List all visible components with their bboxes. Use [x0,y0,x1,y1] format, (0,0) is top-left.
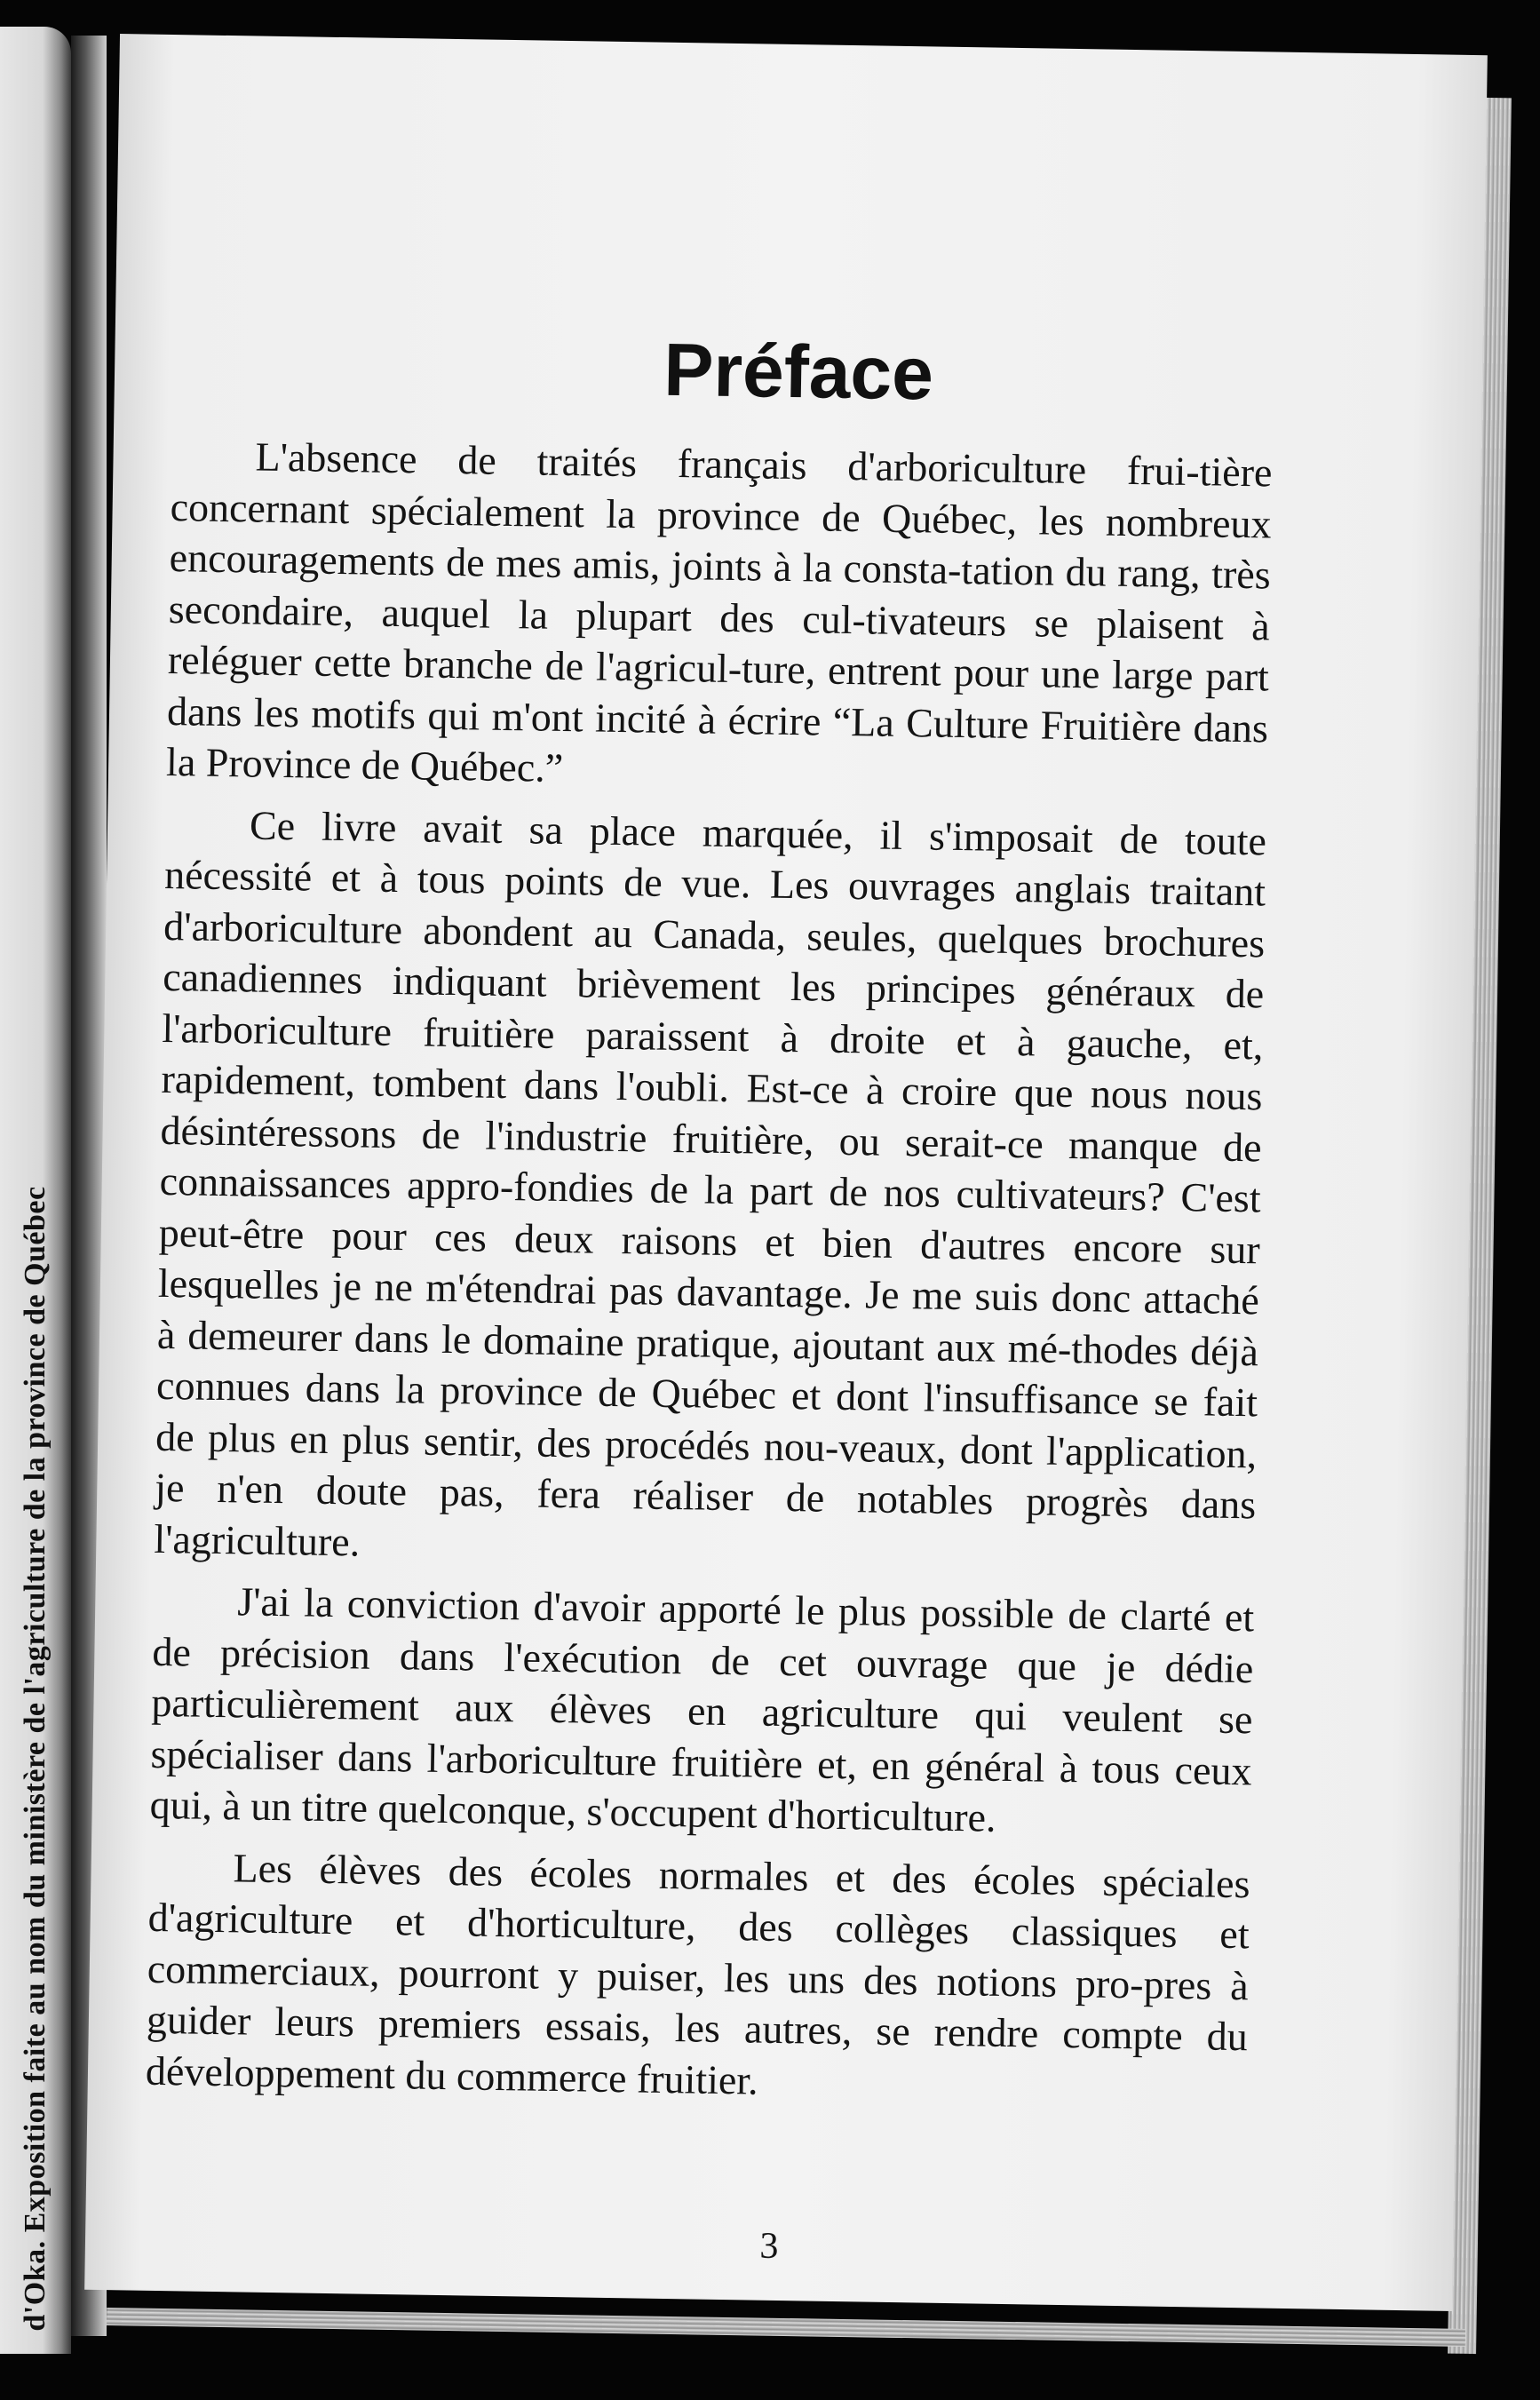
paragraph: J'ai la conviction d'avoir apporté le plus possible de clarté et de précision dans l'exécution de cet ouvrage que je dédie particulièrement aux élèves en agriculture qui veulent se spécialiser dans l'arboriculture fruitière et, en général à tous ceux qui, à un titre quelconque, s'occupent d'horticulture. [149,1578,1255,1840]
paragraph: L'absence de traités français d'arboriculture frui-tière concernant spécialement la province de Québec, les nombreux encouragements de mes amis, joints à la consta-tation du rang, très secondaire, auquel la plupart des cul-tivateurs se plaisent à reléguer cette branche de l'agricul-ture, entrent pour une large part dans les motifs qui m'ont incité à écrire “La Culture Fruitière dans la Province de Québec.” [165,433,1273,791]
facing-page [0,27,71,2354]
paragraph: Les élèves des écoles normales et des écoles spéciales d'agriculture et d'horticulture, des collèges classiques et commerciaux, pourront y puiser, les uns des notions pro-pres à guider leurs premiers essais, les autres, se rendre compte du développement du commerce fruitier. [145,1844,1250,2103]
page-title: Préface [663,327,934,416]
page-number: 3 [759,2225,779,2268]
book-page [84,34,1488,2311]
paragraph: Ce livre avait sa place marquée, il s'imposait de toute nécessité et à tous points de vue. Les ouvrages anglais traitant d'arboriculture abondent au Canada, seules, quelques brochures canadiennes indiquant brièvement les principes généraux de l'arboriculture fruitière paraissent à droite et à gauche, et, rapidement, tombent dans l'oubli. Est-ce à croire que nous nous désintéressons de l'industrie fruitière, ou serait-ce manque de connaissances appro-fondies de la part de nos cultivateurs? C'est peut-être pour ces deux raisons et bien d'autres encore sur lesquelles je ne m'étendrai pas davantage. Je me suis donc attaché à demeurer dans le domaine pratique, ajoutant aux mé-thodes déjà connues dans la province de Québec et dont l'insuffisance se fait de plus en plus sentir, des procédés nou-veaux, dont l'application, je n'en doute pas, fera réaliser de notables progrès dans l'agriculture. [154,801,1267,1565]
margin-caption: d'Oka. Exposition faite au nom du ministère de l'agriculture de la province de Québec [19,1186,52,2332]
preface-body [145,430,1273,2124]
